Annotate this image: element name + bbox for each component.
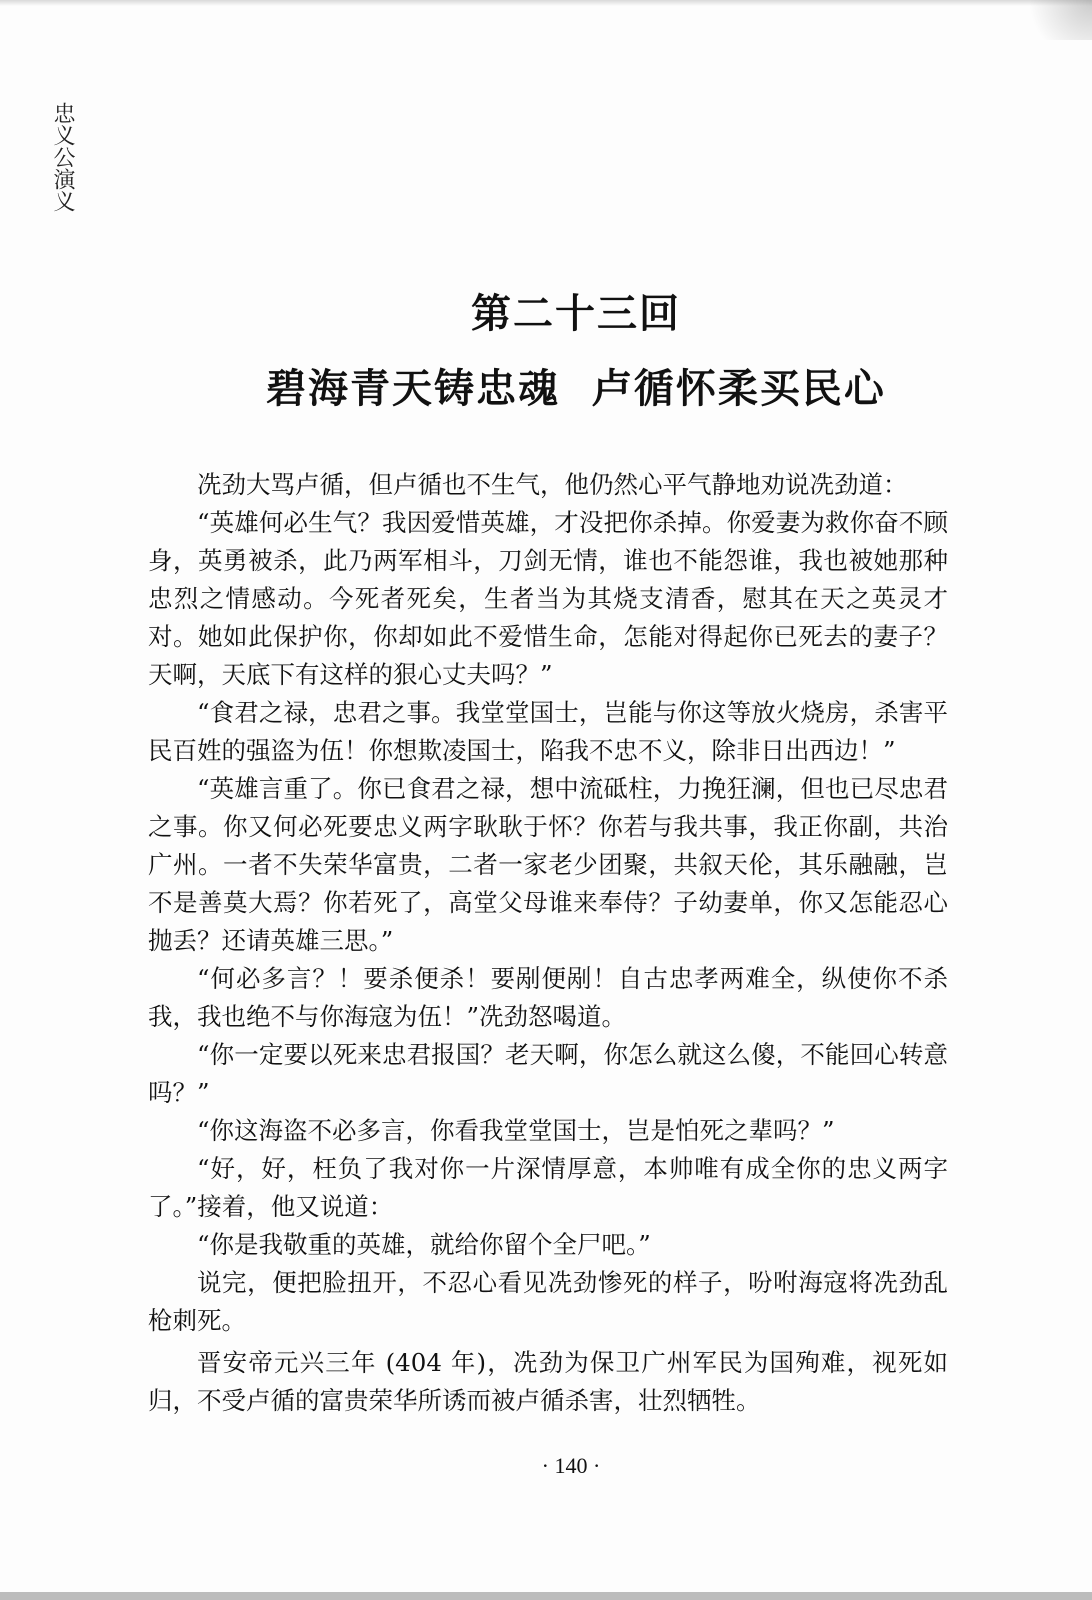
chapter-title: 碧海青天铸忠魂 卢循怀柔买民心 [266,365,886,412]
paragraph: “你一定要以死来忠君报国？老天啊，你怎么就这么傻，不能回心转意吗？” [148,1040,948,1107]
chapter-number: 第二十三回 [471,290,681,337]
scan-bottom-edge [0,1592,1092,1600]
scan-corner-shadow [1012,0,1092,40]
paragraph: “你这海盗不必多言，你看我堂堂国士，岂是怕死之辈吗？” [197,1116,835,1145]
page-number: · 140 · [541,1453,601,1478]
running-header: 忠义公演义 [50,102,75,212]
scan-top-edge [0,0,1092,6]
paragraph: “英雄何必生气？我因爱惜英雄，才没把你杀掉。你爱妻为救你奋不顾身，英勇被杀，此乃两军相斗，刀剑无情，谁也不能怨谁，我也被她那种忠烈之情感动。今死者死矣，生者当为其烧支清香，慰其在天之英灵才对。她如此保护你，你却如此不爱惜生命，怎能对得起你已死去的妻子？天啊，天底下有这样的狠心丈夫吗？” [148,508,948,689]
body-text [148,466,948,1420]
paragraph: “你是我敬重的英雄，就给你留个全尸吧。” [197,1230,651,1259]
paragraph: “食君之禄，忠君之事。我堂堂国士，岂能与你这等放火烧房，杀害平民百姓的强盗为伍！你想欺凌国士，陷我不忠不义，除非日出西边！” [148,698,948,765]
paragraph: “何必多言？！要杀便杀！要剐便剐！自古忠孝两难全，纵使你不杀我，我也绝不与你海寇为伍！”冼劲怒喝道。 [148,964,948,1031]
paragraph: “好，好，枉负了我对你一片深情厚意，本帅唯有成全你的忠义两字了。”接着，他又说道： [148,1154,948,1221]
paragraph: 晋安帝元兴三年 (404 年)，冼劲为保卫广州军民为国殉难，视死如归，不受卢循的富贵荣华所诱而被卢循杀害，壮烈牺牲。 [148,1348,948,1415]
paragraph: “英雄言重了。你已食君之禄，想中流砥柱，力挽狂澜，但也已尽忠君之事。你又何必死要忠义两字耿耿于怀？你若与我共事，我正你副，共治广州。一者不失荣华富贵，二者一家老少团聚，共叙天伦，其乐融融，岂不是善莫大焉？你若死了，高堂父母谁来奉侍？子幼妻单，你又怎能忍心抛丢？还请英雄三思。” [148,774,948,955]
paragraph: 说完，便把脸扭开，不忍心看见冼劲惨死的样子，吩咐海寇将冼劲乱枪刺死。 [148,1268,948,1335]
paragraph: 冼劲大骂卢循，但卢循也不生气，他仍然心平气静地劝说冼劲道： [197,470,908,499]
